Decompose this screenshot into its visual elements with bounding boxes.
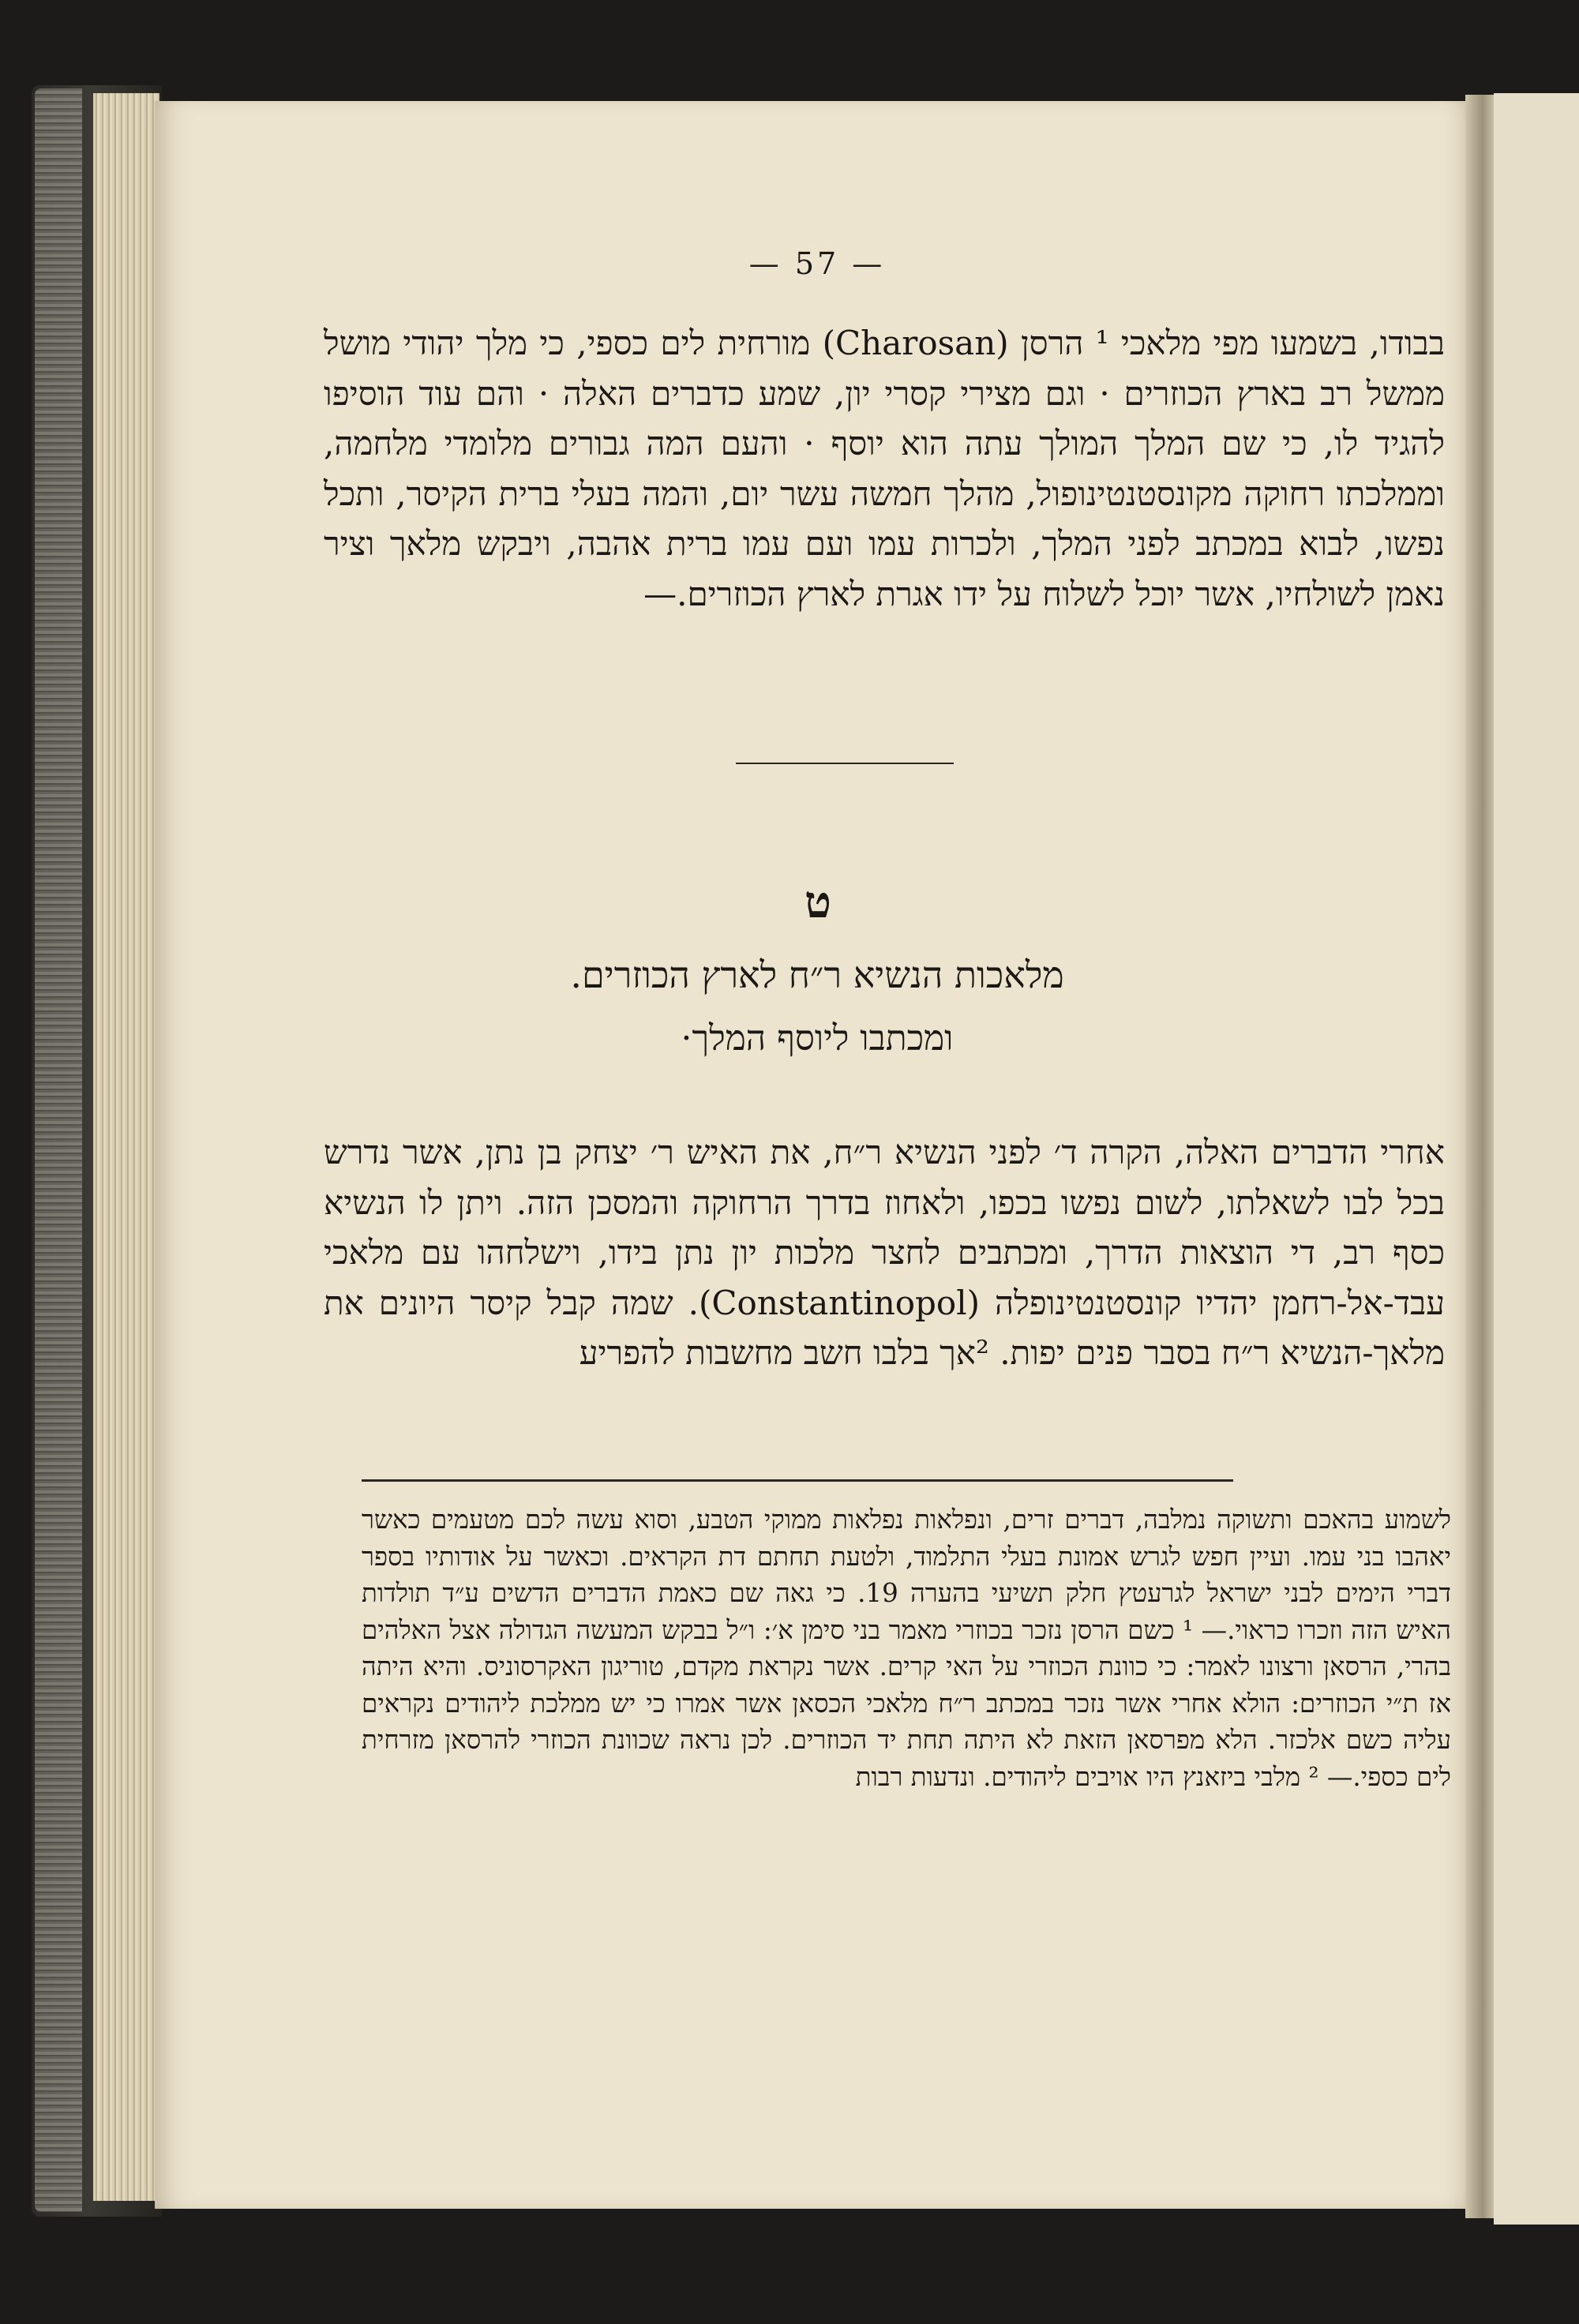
chapter-title-line1: מלאכות הנשיא ר״ח לארץ הכוזרים.	[570, 954, 1064, 996]
footnotes-text: לשמוע בהאכם ותשוקה נמלבה, דברים זרים, ונפלאות נפלאות ממוקי הטבע, וסוא עשה לכם מטעמים כאשר יאהבו בני עמו. ועיין חפש לגרש אמונת בעלי התלמוד, ולטעת תחתם דת הקראים. וכאשר על אודותיו בספר דברי הימים לבני ישראל לגרעטץ חלק תשיעי בהערה 19. כי גאה שם כאמת הדברים הדשים ע״ד תולדות האיש הזה וזכרו כראוי.— ¹ כשם הרסן נזכר בכוזרי מאמר בני סימן א׳: ו״ל בבקש המעשה הגדולה אצל האלהים בהרי, הרסאן ורצונו לאמר: כי כוונת הכוזרי על האי קרים. אשר נקראת מקדם, טוריגון האקרסוניס. והיא היתה אז ת״י הכוזרים: הולא אחרי אשר נזכר במכתב ר״ח מלאכי הכסאן אשר אמרו כי יש ממלכת ליהודים נקראים עליה כשם אלכזר. הלא מפרסאן הזאת לא היתה תחת יד הכוזרים. לכן נראה שכוונת הכוזרי להרסאן מזרחית לים כספי.— ² מלבי ביזאנץ היו אויבים ליהודים. ונדעות רבות	[362, 1505, 1451, 1792]
cover-edge	[35, 88, 82, 2212]
section-divider	[736, 763, 954, 764]
main-paragraph: אחרי הדברים האלה, הקרה ד׳ לפני הנשיא ר״ח, את האיש ר׳ יצחק בן נתן, אשר נדרש בכל לבו לשאלתו, לשום נפשו בכפו, ולאחוז בדרך הרחוקה והמסכן הזה. ויתן לו הנשיא כסף רב, די הוצאות הדרך, ומכתבים לחצר מלכות יון נתן בידו, וישלחהו עם מלאכי עבד-אל-רחמן יהדיו קונסטנטינופלה (Constantinopol). שמה קבל קיסר היונים את מלאך-הנשיא ר״ח בסבר פנים יפות. ²אך בלבו חשב מחשבות להפריע	[324, 1133, 1445, 1372]
top-paragraph: בבודו, בשמעו מפי מלאכי ¹ הרסן (Charosan) מורחית לים כספי, כי מלך יהודי מושל ממשל רב בארץ הכוזרים · וגם מצירי קסרי יון, שמע כדברים האלה · והם עוד הוסיפו להגיד לו, כי שם המלך המולך עתה הוא יוסף · והעם המה גבורים מלומדי מלחמה, וממלכתו רחוקה מקונסטנטינופול, מהלך חמשה עשר יום, והמה בעלי ברית הקיסר, ותכל נפשו, לבוא במכתב לפני המלך, ולכרות עמו ועם עמו ברית אהבה, ויבקש מלאך וציר נאמן לשולחיו, אשר יוכל לשלוח על ידו אגרת לארץ הכוזרים.—	[324, 324, 1445, 613]
page-stack-edge	[93, 93, 159, 2201]
footnote-rule	[362, 1479, 1233, 1482]
footnotes-block	[362, 1501, 1451, 1795]
book-gutter	[1465, 95, 1497, 2218]
top-paragraph-block	[324, 318, 1445, 619]
chapter-letter: ט	[805, 876, 831, 928]
main-paragraph-block	[324, 1127, 1445, 1378]
chapter-title-line2: ומכתבו ליוסף המלך·	[681, 1018, 954, 1059]
page-number: — 57 —	[748, 246, 886, 281]
facing-page	[1494, 93, 1579, 2225]
